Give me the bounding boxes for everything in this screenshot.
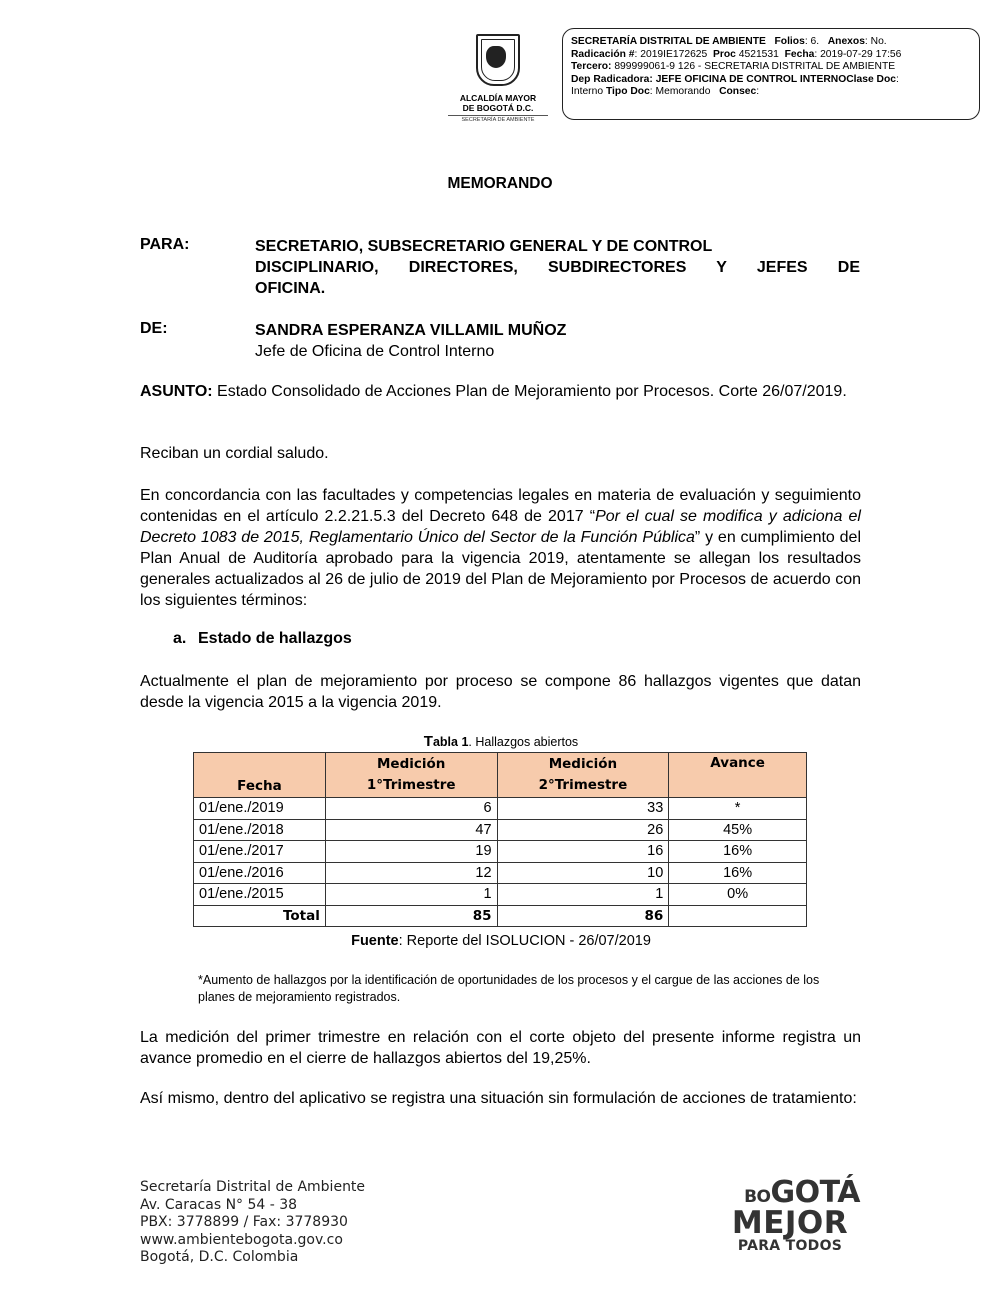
anexos-label: Anexos [827, 36, 865, 47]
interno-value: Interno [571, 86, 604, 98]
brand-line-2: MEJOR [731, 1205, 849, 1241]
cell-t2: 16 [497, 841, 669, 863]
caption-text: . Hallazgos abiertos [468, 735, 579, 749]
paragraph-intro [140, 485, 861, 611]
anexos-value: : No. [864, 36, 887, 47]
logo-line-1: ALCALDÍA MAYOR [459, 93, 537, 103]
table-total-row [194, 905, 807, 927]
table-source [195, 933, 807, 949]
hallazgos-table [193, 752, 807, 927]
fecha-label: Fecha [784, 48, 815, 60]
consec-value: : [756, 86, 760, 98]
cell-avance: 45% [669, 819, 807, 841]
cell-avance: 16% [669, 841, 807, 863]
col-header-trimestre-2 [497, 753, 669, 798]
table-footnote: *Aumento de hallazgos por la identificación de oportunidades de los procesos y el cargue de las acciones de los planes de mejoramiento registrados. [198, 973, 820, 1004]
col-header-t2-line2: 2°Trimestre [538, 777, 628, 793]
col-header-t1-line2: 1°Trimestre [366, 777, 456, 793]
consec-label: Consec [719, 86, 757, 98]
stamp-line-4 [571, 74, 971, 87]
para-recipients [255, 236, 860, 299]
cell-t1: 6 [325, 798, 497, 820]
total-t1: 85 [325, 905, 497, 927]
dep-label: Dep Radicadora: [571, 73, 653, 85]
para-line-1: SECRETARIO, SUBSECRETARIO GENERAL Y DE CONTROL [255, 238, 713, 255]
footer-phone: PBX: 3778899 / Fax: 3778930 [140, 1214, 348, 1230]
caption-initial: T [423, 733, 433, 750]
table-header-row [194, 753, 807, 798]
tipo-label: Tipo Doc [605, 86, 650, 98]
brand-small: BO [744, 1187, 771, 1207]
cell-t1: 19 [325, 841, 497, 863]
asunto-label: ASUNTO: [140, 383, 213, 400]
cell-avance: * [669, 798, 807, 820]
bogota-mejor-logo [720, 1175, 860, 1254]
source-label: Fuente [351, 933, 399, 949]
radicacion-value: : 2019IE172625 [634, 48, 708, 60]
logo-line-3: SECRETARÍA DE AMBIENTE [461, 117, 535, 123]
tercero-label: Tercero: [571, 61, 612, 73]
cell-avance: 16% [669, 862, 807, 884]
folios-value: : 6. [804, 36, 820, 47]
para-line-3: OFICINA. [255, 280, 326, 297]
cell-t2: 26 [497, 819, 669, 841]
cell-fecha: 01/ene./2015 [194, 884, 326, 906]
alcaldia-logo [448, 34, 548, 125]
table-row [194, 841, 807, 863]
cell-t1: 47 [325, 819, 497, 841]
total-avance [669, 905, 807, 927]
section-marker: a. [173, 630, 187, 647]
table-row [194, 798, 807, 820]
radicacion-label: Radicación # [571, 48, 635, 60]
de-label: DE: [140, 320, 168, 337]
table-row [194, 862, 807, 884]
col-header-avance: Avance [669, 753, 807, 798]
brand-line-3: PARA TODOS [737, 1238, 843, 1254]
stamp-entity: SECRETARÍA DISTRITAL DE AMBIENTE [571, 36, 766, 47]
greeting: Reciban un cordial saludo. [140, 445, 329, 462]
cell-t2: 1 [497, 884, 669, 906]
paragraph-avance: La medición del primer trimestre en relación con el corte objeto del presente informe registra un avance promedio en el cierre de hallazgos abiertos del 19,25%. [140, 1029, 861, 1067]
proc-label: Proc [712, 48, 736, 60]
cell-fecha: 01/ene./2017 [194, 841, 326, 863]
total-label: Total [194, 905, 326, 927]
tercero-value: 899999061-9 126 - SECRETARIA DISTRITAL DE AMBIENTE [614, 61, 896, 73]
stamp-line-3 [571, 61, 971, 74]
cell-t2: 10 [497, 862, 669, 884]
radication-stamp [562, 28, 980, 120]
proc-value: 4521531 [738, 48, 779, 60]
col-header-trimestre-1 [325, 753, 497, 798]
cell-t1: 1 [325, 884, 497, 906]
logo-line-2: DE BOGOTÁ D.C. [448, 103, 548, 116]
cell-avance: 0% [669, 884, 807, 906]
para-label: PARA: [140, 236, 190, 253]
col-header-t1-line1: Medición [377, 756, 446, 772]
paragraph-intro-part-1: En concordancia con las facultades y competencias legales en materia de evaluación y seguimiento contenidas en el artículo 2.2.21.5.3 del Decreto 648 de 2017 “ [140, 487, 861, 525]
de-sender [255, 320, 566, 362]
footer-address: Av. Caracas N° 54 - 38 [140, 1196, 298, 1213]
asunto-text: Estado Consolidado de Acciones Plan de Mejoramiento por Procesos. Corte 26/07/2019. [212, 383, 847, 400]
section-heading: Estado de hallazgos [198, 630, 352, 647]
col-header-t2-line1: Medición [548, 756, 618, 772]
brand-line-1 [720, 1175, 860, 1210]
sender-role: Jefe de Oficina de Control Interno [255, 343, 495, 360]
caption-number: abla 1 [432, 735, 469, 749]
cell-fecha: 01/ene./2018 [194, 819, 326, 841]
footer-contact [140, 1179, 365, 1267]
cell-t1: 12 [325, 862, 497, 884]
footer-entity: Secretaría Distrital de Ambiente [140, 1179, 366, 1195]
stamp-line-5 [571, 86, 971, 99]
para-line-2-text: DISCIPLINARIO, DIRECTORES, SUBDIRECTORES Y JEFES DE [255, 259, 860, 276]
paragraph-hallazgos: Actualmente el plan de mejoramiento por proceso se compone 86 hallazgos vigentes que datan desde la vigencia 2015 a la vigencia 2019. [140, 673, 861, 711]
sender-name: SANDRA ESPERANZA VILLAMIL MUÑOZ [255, 322, 567, 339]
tipo-value: : Memorando [649, 86, 711, 98]
table-row [194, 819, 807, 841]
dep-value: JEFE OFICINA DE CONTROL INTERNO [655, 73, 847, 85]
col-header-fecha: Fecha [194, 753, 326, 798]
table-caption [195, 733, 807, 750]
document-title: MEMORANDO [447, 175, 553, 192]
decree-title: Por el cual se modifica y adiciona el Decreto 1083 de 2015, Reglamentario Único del Sector de la Función Pública [140, 508, 861, 546]
paragraph-situacion: Así mismo, dentro del aplicativo se registra una situación sin formulación de acciones de tratamiento: [140, 1090, 857, 1107]
paragraph-intro-part-2: ” y en cumplimiento del Plan Anual de Auditoría aprobado para la vigencia 2019, atentamente se allegan los resultados generales actualizados al 26 de julio de 2019 del Plan de Mejoramiento por Procesos de acuerdo con los siguientes términos: [140, 529, 862, 609]
table-row [194, 884, 807, 906]
cell-fecha: 01/ene./2019 [194, 798, 326, 820]
para-line-2 [255, 257, 860, 278]
clase-label: Clase Doc [846, 73, 897, 85]
coat-of-arms-icon [476, 34, 520, 86]
brand-gota: GOTÁ [770, 1175, 860, 1210]
footer-website[interactable]: www.ambientebogota.gov.co [140, 1231, 343, 1248]
footer-city: Bogotá, D.C. Colombia [140, 1249, 299, 1265]
asunto [140, 381, 861, 402]
folios-label: Folios [774, 36, 805, 47]
source-text: : Reporte del ISOLUCION - 26/07/2019 [398, 933, 651, 949]
cell-fecha: 01/ene./2016 [194, 862, 326, 884]
clase-value: : [896, 73, 899, 85]
fecha-value: : 2019-07-29 17:56 [814, 48, 902, 60]
total-t2: 86 [497, 905, 669, 927]
cell-t2: 33 [497, 798, 669, 820]
stamp-line-1 [571, 36, 971, 49]
stamp-line-2 [571, 49, 971, 62]
